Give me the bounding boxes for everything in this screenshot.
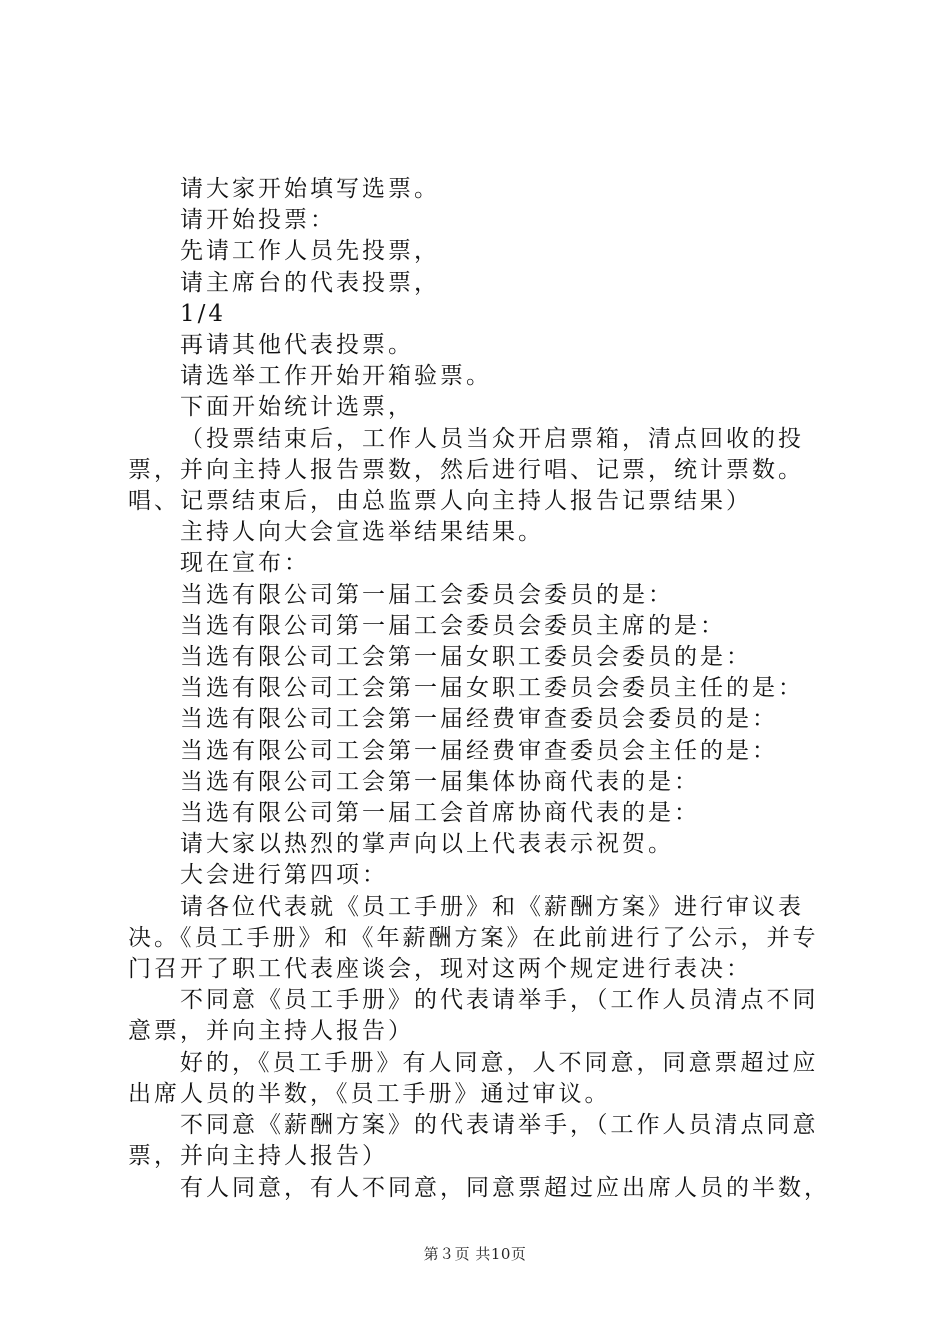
paragraph: 当选有限公司工会第一届集体协商代表的是： [180,768,700,795]
paragraph: 主持人向大会宣选举结果结果。 [180,519,544,546]
paragraph: （投票结束后，工作人员当众开启票箱，清点回收的投票，并向主持人报告票数，然后进行唱、记票，统计票数。唱、记票结束后，由总监票人向主持人报告记票结果） [128,425,804,515]
paragraph: 当选有限公司第一届工会首席协商代表的是： [180,800,700,827]
paragraph: 当选有限公司第一届工会委员会委员的是： [180,581,674,608]
paragraph: 请大家开始填写选票。 [180,176,440,202]
paragraph: 请各位代表就《员工手册》和《薪酬方案》进行审议表决。《员工手册》和《年薪酬方案》在此前进行了公示，并专门召开了职工代表座谈会，现对这两个规定进行表决： [128,893,819,983]
paragraph: 请主席台的代表投票， [180,269,440,296]
paragraph: 大会进行第四项： [180,862,388,889]
paragraph: 不同意《员工手册》的代表请举手，（工作人员清点不同意票，并向主持人报告） [128,987,819,1045]
document-body [128,174,838,1204]
paragraph: 好的，《员工手册》有人同意，人不同意，同意票超过应出席人员的半数，《员工手册》通过审议。 [128,1049,819,1107]
paragraph: 先请工作人员先投票， [180,238,440,265]
paragraph: 再请其他代表投票。 [180,332,414,359]
paragraph: 当选有限公司工会第一届经费审查委员会主任的是： [180,737,778,764]
paragraph: 请选举工作开始开箱验票。 [180,363,492,390]
page-footer: 第３页 共10页 [423,1245,527,1263]
paragraph: 当选有限公司工会第一届女职工委员会委员主任的是： [180,675,804,702]
page-fraction: 1/4 [180,300,227,327]
paragraph: 不同意《薪酬方案》的代表请举手，（工作人员清点同意票，并向主持人报告） [128,1112,819,1170]
paragraph: 当选有限公司第一届工会委员会委员主席的是： [180,612,726,639]
paragraph: 请开始投票： [180,207,336,234]
paragraph: 当选有限公司工会第一届经费审查委员会委员的是： [180,706,778,733]
paragraph: 有人同意，有人不同意，同意票超过应出席人员的半数， [180,1174,830,1201]
paragraph: 当选有限公司工会第一届女职工委员会委员的是： [180,644,752,671]
paragraph: 请大家以热烈的掌声向以上代表表示祝贺。 [180,831,674,858]
paragraph: 下面开始统计选票， [180,394,414,421]
paragraph: 现在宣布： [180,550,310,577]
